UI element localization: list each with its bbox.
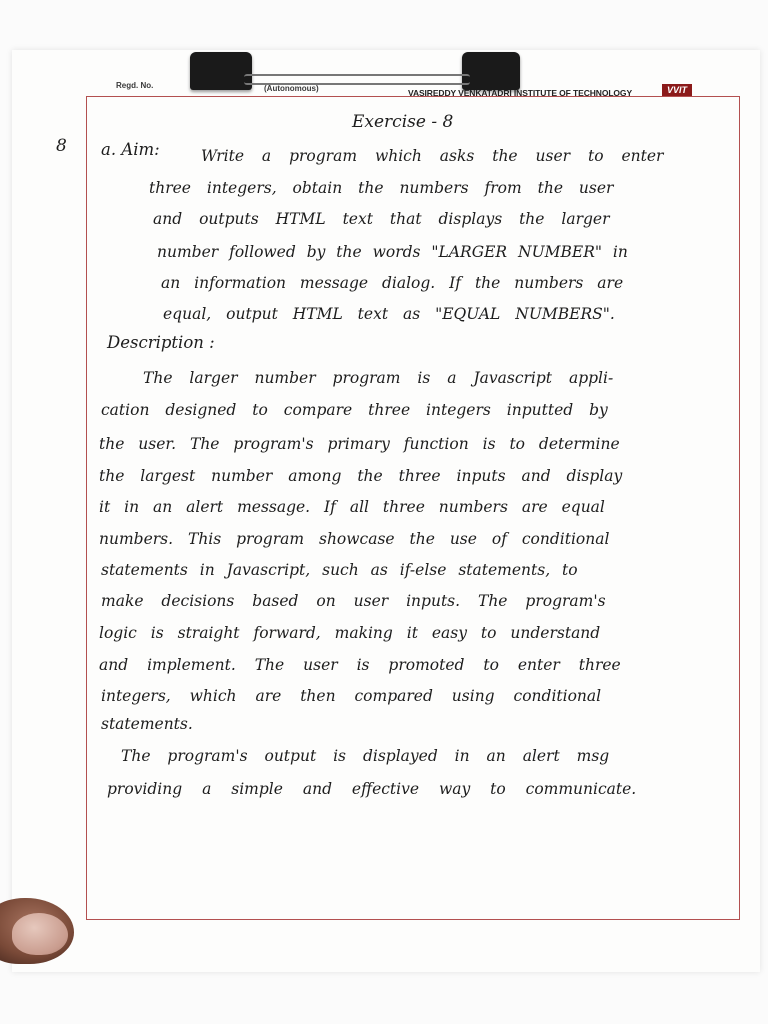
aim-label: a. Aim: <box>101 140 160 159</box>
exercise-title: Exercise - 8 <box>352 112 454 132</box>
description-line: logic is straight forward, making it easy to understand <box>99 624 601 642</box>
aim-line: an information message dialog. If the numbers are <box>161 274 624 292</box>
output-line: providing a simple and effective way to communicate. <box>107 780 637 798</box>
description-line: The larger number program is a Javascript appli- <box>143 369 614 387</box>
regd-no-label: Regd. No. <box>116 81 154 90</box>
description-line: it in an alert message. If all three numbers are equal <box>99 498 605 516</box>
aim-line: and outputs HTML text that displays the larger <box>153 210 610 228</box>
aim-line: equal, output HTML text as "EQUAL NUMBERS". <box>163 305 615 323</box>
description-line: and implement. The user is promoted to enter three <box>99 656 621 674</box>
description-line: the largest number among the three inputs and display <box>99 467 623 485</box>
description-line: integers, which are then compared using conditional <box>101 687 602 705</box>
autonomous-label: (Autonomous) <box>264 84 319 93</box>
description-line: the user. The program's primary function is to determine <box>99 435 620 453</box>
description-line: statements in Javascript, such as if-else statements, to <box>101 561 578 579</box>
institute-name: VASIREDDY VENKATADRI INSTITUTE OF TECHNOLOGY <box>408 88 633 98</box>
aim-line: three integers, obtain the numbers from the user <box>149 179 614 197</box>
description-line: numbers. This program showcase the use of conditional <box>99 530 610 548</box>
description-line: make decisions based on user inputs. The program's <box>101 592 606 610</box>
aim-line: Write a program which asks the user to enter <box>201 147 664 165</box>
question-number: 8 <box>56 136 67 156</box>
description-heading: Description : <box>107 333 215 352</box>
aim-line: number followed by the words "LARGER NUMBER" in <box>157 243 628 261</box>
description-line: cation designed to compare three integers inputted by <box>101 401 608 419</box>
thumbnail <box>12 913 68 955</box>
institute-logo: VVIT <box>662 84 692 96</box>
description-line: statements. <box>101 715 193 733</box>
output-line: The program's output is displayed in an alert msg <box>121 747 610 765</box>
